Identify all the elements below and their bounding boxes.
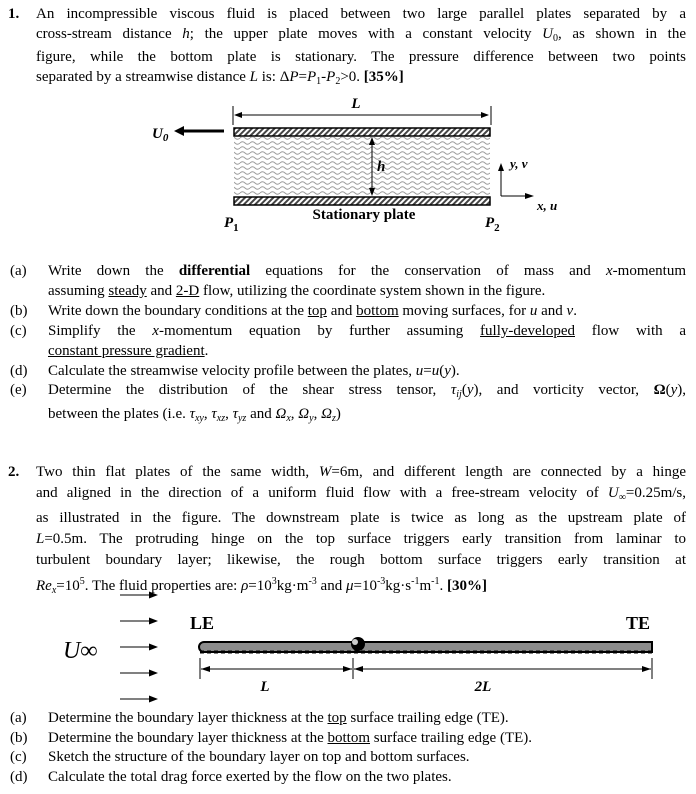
styled-text: Ω	[275, 406, 287, 423]
text-run: turbulent boundary layer; likewise, the rough bottom surface triggers early transition at	[36, 552, 686, 568]
styled-text: Ω	[321, 406, 332, 423]
stationary-plate-label: Stationary plate	[312, 207, 416, 223]
styled-text: τ	[211, 406, 217, 423]
text-run: and	[146, 282, 176, 299]
text-run: ), and vorticity vector,	[473, 382, 654, 399]
styled-text: τ	[450, 382, 457, 399]
text-run: ,	[225, 406, 233, 423]
text-run: =	[423, 362, 432, 379]
subscript: x	[286, 413, 291, 425]
superscript: 5	[79, 576, 85, 587]
subscript: x	[51, 585, 57, 596]
text-run: is: Δ	[258, 69, 290, 86]
sub-question-label: (b)	[10, 302, 28, 319]
text-run: as illustrated in the figure. The downstream plate is twice as long as the upstream plate of	[36, 510, 686, 526]
text-run: , as shown in the	[558, 25, 686, 42]
arrowhead	[234, 112, 242, 118]
styled-text: u	[529, 302, 538, 319]
text-run: m	[419, 578, 432, 594]
leading-edge-label: LE	[190, 613, 215, 633]
styled-text: W	[318, 464, 332, 480]
text-run: ,	[203, 406, 212, 423]
sub-question-label: (b)	[10, 729, 28, 746]
underlined-text: steady	[108, 282, 147, 299]
text-run: between the plates (i.e.	[48, 406, 190, 423]
freestream-arrows	[120, 592, 158, 703]
subscript: 0	[553, 32, 558, 44]
question-number: 1.	[8, 6, 20, 22]
styled-text: Ω	[298, 406, 310, 423]
text-run: flow, utilizing the coordinate system shown in the figure.	[199, 282, 546, 299]
styled-text: U	[542, 25, 553, 42]
superscript: -3	[376, 576, 386, 587]
subscript: y	[309, 413, 314, 425]
freestream-label: U∞	[63, 638, 98, 664]
text-run: .	[573, 302, 577, 319]
hinged-plates-figure	[63, 592, 652, 703]
question-number: 2.	[8, 464, 20, 480]
text-run: =6m, and different length are connected by a hinge	[331, 464, 686, 480]
length-label: L	[351, 96, 361, 112]
y-axis-label: y, v	[510, 156, 528, 171]
sub-question-label: (c)	[10, 322, 27, 339]
styled-text: [30%]	[447, 578, 487, 594]
text-run: Determine the distribution of the shear stress tensor,	[48, 382, 451, 399]
underlined-text: bottom	[356, 302, 399, 319]
underlined-text: top	[307, 302, 327, 319]
text-run: separated by a streamwise distance	[36, 69, 250, 86]
sub-question-label: (a)	[10, 710, 27, 726]
parallel-plates-figure	[152, 96, 557, 234]
styled-text: y	[670, 382, 678, 399]
styled-text: [35%]	[363, 69, 404, 86]
sub-question-label: (c)	[10, 749, 27, 765]
text-run: =0.5m. The protruding hinge on the top surface triggers early transition from laminar to	[44, 531, 686, 547]
text-run: kg·s	[385, 578, 412, 594]
underlined-text: 2-D	[175, 282, 200, 299]
text-run: =0.25m/s,	[625, 485, 686, 501]
text-run: -momentum	[612, 263, 686, 279]
text-run: ,	[313, 406, 322, 423]
text-run: (	[461, 382, 467, 399]
text-run: and	[316, 578, 346, 594]
styled-text: u	[431, 362, 440, 379]
text-run: .	[439, 578, 447, 594]
text-run: )	[335, 406, 341, 423]
text-run: equations for the conservation of mass and	[250, 263, 606, 279]
text-run: Sketch the structure of the boundary layer on top and bottom surfaces.	[48, 749, 470, 765]
subscript: ij	[456, 389, 462, 401]
text-run: surface trailing edge (TE).	[346, 710, 509, 726]
text-run: =	[298, 69, 307, 86]
styled-text: x	[152, 322, 159, 339]
p2-label: $P_2$	[485, 215, 500, 234]
underlined-text: bottom	[327, 729, 371, 746]
subscript: yz	[237, 413, 247, 425]
sub-question-label: (e)	[10, 382, 27, 399]
arrowhead	[525, 193, 534, 199]
text-run: surface trailing edge (TE).	[370, 729, 533, 746]
hinge-highlight	[352, 639, 358, 645]
underlined-text: top	[327, 710, 347, 726]
text-run: Simplify the	[48, 322, 153, 339]
text-run: and	[246, 406, 276, 423]
text-run: ).	[450, 362, 460, 379]
styled-text: x	[606, 263, 613, 279]
superscript: -1	[411, 576, 420, 587]
trailing-edge-label: TE	[626, 613, 651, 633]
subscript: xy	[194, 413, 204, 425]
x-axis-label: x, u	[537, 198, 558, 213]
text-run: . The fluid properties are:	[84, 578, 242, 594]
text-run: Determine the boundary layer thickness at the	[48, 710, 328, 726]
velocity-label: $U_0$	[152, 126, 169, 144]
text-run: ; the upper plate moves with a constant velocity	[189, 25, 543, 42]
styled-text: Ω	[653, 382, 666, 399]
text-run: Two thin flat plates of the same width,	[36, 464, 319, 480]
styled-text: P	[289, 69, 299, 86]
text-run: =10	[248, 578, 272, 594]
subscript: 1	[316, 76, 322, 88]
text-run: Write down the boundary conditions at the	[48, 302, 308, 319]
p1-label: $P_1$	[224, 215, 239, 234]
text-run: flow with a	[575, 322, 686, 339]
text-run: Determine the boundary layer thickness at the	[48, 729, 328, 746]
superscript: -3	[308, 576, 317, 587]
sub-question-label: (a)	[10, 263, 27, 279]
styled-text: y	[466, 382, 474, 399]
subscript: 2	[335, 76, 341, 88]
upper-moving-plate	[234, 128, 490, 136]
styled-text: Re	[36, 578, 52, 594]
styled-text: U	[607, 485, 619, 501]
underlined-text: fully-developed	[480, 322, 575, 339]
styled-text: P	[306, 69, 317, 86]
styled-text: v	[566, 302, 574, 319]
text-run: ,	[290, 406, 299, 423]
styled-text: P	[326, 69, 336, 86]
text-run: An incompressible viscous fluid is placed between two large parallel plates separated by a	[36, 6, 686, 22]
subscript: ∞	[618, 492, 626, 503]
styled-text: τ	[232, 406, 238, 423]
text-run: kg·m	[276, 578, 309, 594]
arrowhead	[174, 126, 184, 136]
text-run: =10	[56, 578, 80, 594]
gap-label: h	[377, 159, 386, 175]
text-run: and aligned in the direction of a uniform fluid flow with a free-stream velocity of	[36, 485, 608, 501]
styled-text: L	[36, 531, 45, 547]
text-run: (	[665, 382, 671, 399]
arrowhead	[498, 163, 504, 171]
text-run: ),	[677, 382, 687, 399]
text-run: and	[326, 302, 357, 319]
text-run: -	[321, 69, 327, 86]
subscript: z	[331, 413, 336, 425]
text-run: .	[204, 342, 209, 359]
text-run: Write down the	[48, 263, 179, 279]
text-run: >0.	[340, 69, 364, 86]
sub-question-label: (d)	[10, 768, 28, 785]
text-run: assuming	[48, 282, 109, 299]
text-run: -momentum equation by further assuming	[158, 322, 481, 339]
styled-text: u	[415, 362, 424, 379]
styled-text: μ	[345, 578, 354, 594]
text-run: Calculate the streamwise velocity profile between the plates,	[48, 362, 416, 379]
styled-text: h	[182, 25, 190, 42]
sub-question-label: (d)	[10, 362, 28, 379]
stationary-plate	[234, 197, 490, 205]
subscript: xz	[216, 413, 226, 425]
styled-text: differential	[178, 263, 251, 279]
viscous-fluid	[234, 137, 490, 196]
styled-text: y	[444, 362, 451, 379]
upstream-length-label: L	[260, 679, 270, 695]
downstream-length-label: 2L	[474, 679, 492, 695]
styled-text: ρ	[241, 578, 249, 594]
underlined-text: constant pressure gradient	[48, 342, 205, 359]
superscript: 3	[271, 576, 277, 587]
text-run: and	[537, 302, 567, 319]
text-run: cross-stream distance	[36, 25, 183, 42]
text-run: Calculate the total drag force exerted by the flow on the two plates.	[48, 768, 452, 785]
text-run: =10	[353, 578, 377, 594]
superscript: -1	[431, 576, 440, 587]
styled-text: L	[249, 69, 259, 86]
text-run: moving surfaces, for	[398, 302, 530, 319]
styled-text: τ	[189, 406, 195, 423]
text-run: (	[439, 362, 445, 379]
text-run: figure, while the bottom plate is stationary. The pressure difference between two points	[36, 49, 686, 66]
